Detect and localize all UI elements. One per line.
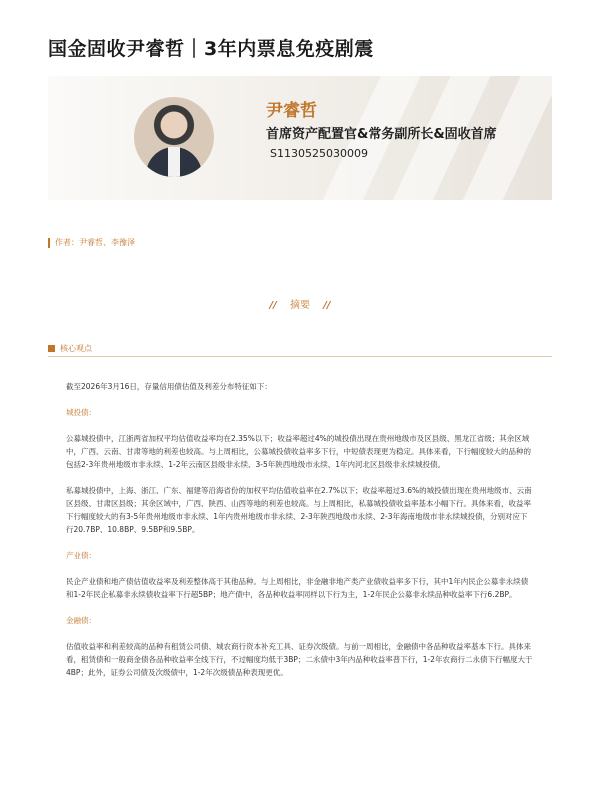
summary-left-mark: // bbox=[269, 300, 277, 311]
intro-paragraph: 截至2026年3月16日，存量信用债估值及利差分布特征如下： bbox=[66, 382, 272, 391]
avatar bbox=[134, 97, 214, 177]
section-heading-financial: 金融债： bbox=[66, 616, 96, 625]
paragraph-industry: 民企产业债和地产债估值收益率及利差整体高于其他品种。与上周相比，非金融非地产类产业债收益率多下行，其中1年内民企公募非永续债和1-2年民企私募非永续债收益率下行超5BP；地产债中，各品种收益率同样以下行为主，1-2年民企公募非永续品种收益率下行6.2BP。 bbox=[66, 577, 529, 599]
authors-line: 作者：尹睿哲、李豫泽 bbox=[48, 238, 135, 248]
avatar-shirt bbox=[168, 147, 180, 177]
core-view-header bbox=[48, 343, 92, 354]
core-view-label: 核心观点 bbox=[60, 344, 92, 353]
paragraph-chengtou-public: 公募城投债中，江浙两省加权平均估值收益率均在2.35%以下；收益率超过4%的城投债出现在贵州地级市及区县级、黑龙江省级；其余区域中，广西、云南、甘肃等地的利差也较高。与上周相比，公募城投债收益率多下行，中短债表现更为稳定。具体来看，下行幅度较大的品种的包括2-3年贵州地级市非永续、1-2年云南区县级非永续、3-5年陕西地级市永续、1年内河北区县级非永续城投债。 bbox=[66, 434, 531, 469]
page-title: 国金固收尹睿哲｜3年内票息免疫剧震 bbox=[48, 38, 374, 60]
author-banner bbox=[48, 76, 552, 200]
author-role: 首席资产配置官&常务副所长&固收首席 bbox=[266, 127, 497, 142]
article-body bbox=[66, 380, 534, 679]
square-bullet-icon bbox=[48, 345, 55, 352]
core-divider bbox=[48, 356, 552, 357]
summary-right-mark: // bbox=[323, 300, 331, 311]
author-name: 尹睿哲 bbox=[266, 101, 317, 121]
author-cert-number: S1130525030009 bbox=[270, 147, 368, 160]
paragraph-financial: 估值收益率和利差较高的品种有租赁公司债、城农商行资本补充工具、证券次级债。与前一周相比，金融债中各品种收益率基本下行。具体来看，租赁债和一般商金债各品种收益率全线下行，不过幅度均低于3BP；二永债中3年内品种收益率普下行，1-2年农商行二永债下行幅度大于4BP；此外，证券公司债及次级债中，1-2年次级债品种表现更优。 bbox=[66, 642, 533, 677]
summary-label: 摘要 bbox=[290, 300, 310, 311]
section-heading-industry: 产业债： bbox=[66, 551, 96, 560]
section-heading-chengtou: 城投债： bbox=[66, 408, 96, 417]
summary-header bbox=[0, 296, 600, 311]
paragraph-chengtou-private: 私募城投债中，上海、浙江、广东、福建等沿海省份的加权平均估值收益率在2.7%以下；收益率超过3.6%的城投债出现在贵州地级市、云南区县级、甘肃区县级；其余区域中，广西、陕西、山西等地的利差也较高。与上周相比，私募城投债收益率基本小幅下行。具体来看，收益率下行幅度较大的有3-5年贵州地级市非永续、1年内贵州地级市非永续、2-3年陕西地级市永续、2-3年海南地级市非永续城投债，分别对应下行20.7BP、10.8BP、9.5BP和9.5BP。 bbox=[66, 486, 532, 534]
